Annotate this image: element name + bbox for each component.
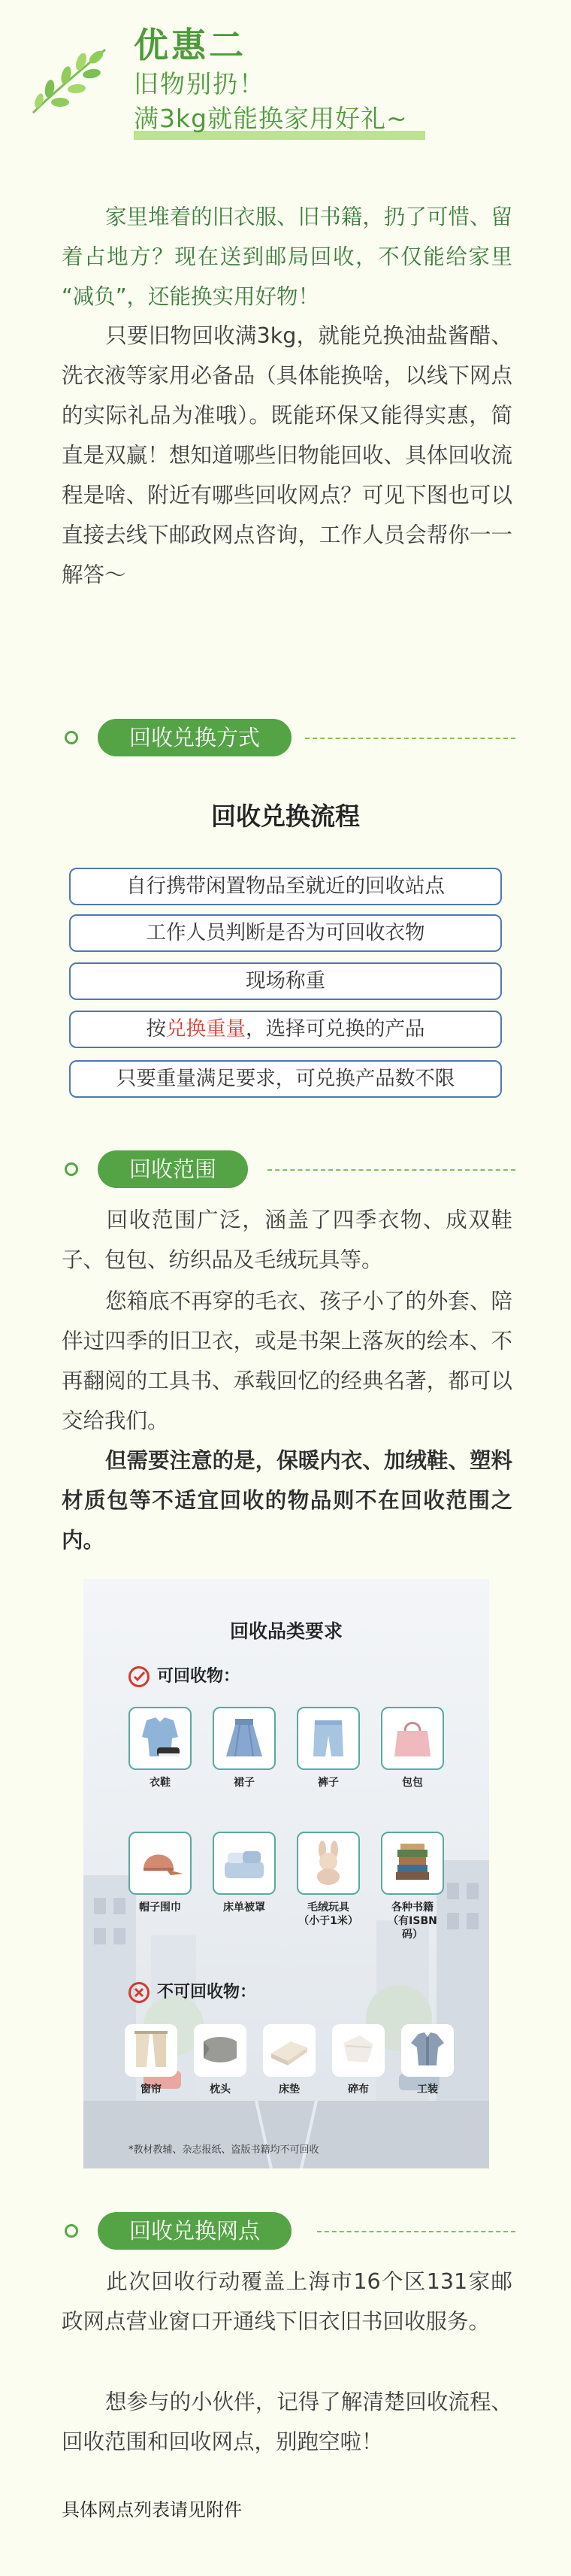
leaf-branch-icon <box>27 44 111 119</box>
non-recyclable-item-workwear <box>396 2024 459 2096</box>
item-label: 枕头 <box>210 2084 231 2096</box>
section-label: 回收兑换网点 <box>98 2212 292 2250</box>
curtain-icon <box>130 2028 172 2070</box>
section-bullet-icon <box>65 2224 78 2238</box>
item-label-note: （小于1米） <box>298 1915 358 1927</box>
section-bullet-icon <box>65 1162 78 1176</box>
mattress-icon <box>268 2028 310 2070</box>
outlets-text-1: 此次回收行动覆盖上海市16个区131家邮政网点营业窗口开通线下旧衣旧书回收服务。 <box>62 2269 512 2334</box>
recyclable-item-hat-scarf <box>128 1832 192 1914</box>
header-title: 优惠二 <box>134 25 246 65</box>
flow-step-4-post: ，选择可兑换的产品 <box>246 1017 425 1041</box>
item-label-text: 毛绒玩具 <box>307 1902 349 1914</box>
intro-lead-text: 家里堆着的旧衣服、旧书籍，扔了可惜、留着占地方？现在送到邮局回收，不仅能给家里 “减负”，还能换实用好物！ <box>62 205 512 309</box>
plush-bunny-icon <box>304 1839 352 1887</box>
check-circle-icon <box>128 1666 150 1687</box>
scope-text-1: 回收范围广泛，涵盖了四季衣物、成双鞋子、包包、纺织品及毛绒玩具等。 <box>62 1208 512 1272</box>
flow-step-4-highlight: 兑换重量 <box>166 1017 246 1041</box>
section-label: 回收范围 <box>98 1150 248 1188</box>
non-recyclable-item-curtain <box>119 2024 183 2096</box>
card-footnote: *教材教辅、杂志报纸、盗版书籍均不可回收 <box>128 2144 319 2156</box>
scope-paragraph-3 <box>62 1441 512 1560</box>
workwear-shirt-icon <box>406 2028 449 2070</box>
recyclable-item-pants <box>297 1707 360 1790</box>
scope-text-3: 但需要注意的是，保暖内衣、加绒鞋、塑料材质包等不适宜回收的物品则不在回收范围之内。 <box>62 1448 512 1553</box>
skirt-icon <box>220 1714 268 1762</box>
flow-step-1: 自行携带闲置物品至就近的回收站点 <box>69 868 502 905</box>
item-label: 裤子 <box>318 1777 339 1789</box>
section-heading-outlets <box>65 2212 515 2250</box>
flow-title: 回收兑换流程 <box>211 802 360 831</box>
cross-circle-icon <box>128 1982 150 2003</box>
scope-paragraph-2 <box>62 1281 512 1441</box>
outlets-paragraph-2 <box>62 2382 512 2462</box>
recyclable-item-bag <box>381 1707 444 1790</box>
cap-icon <box>136 1839 184 1887</box>
card-title: 回收品类要求 <box>229 1620 343 1642</box>
scrap-cloth-icon <box>337 2028 379 2070</box>
section-heading-scope <box>65 1150 515 1188</box>
pants-icon <box>304 1714 352 1762</box>
non-recyclable-heading <box>128 1979 256 2003</box>
recyclable-item-clothes-shoes <box>128 1707 192 1790</box>
item-label: 裙子 <box>234 1777 255 1789</box>
non-recyclable-item-mattress <box>258 2024 321 2096</box>
item-label-note: （有ISBN码） <box>388 1915 437 1941</box>
section-bullet-icon <box>65 731 78 744</box>
recyclable-item-books <box>381 1832 444 1941</box>
section-divider <box>305 738 515 739</box>
flow-step-5: 只要重量满足要求，可兑换产品数不限 <box>69 1060 502 1098</box>
handbag-icon <box>388 1714 437 1762</box>
non-recyclable-item-pillow <box>189 2024 252 2096</box>
item-label: 帽子围巾 <box>139 1902 181 1914</box>
recyclable-item-plush-toy <box>297 1832 360 1928</box>
outlets-paragraph-1 <box>62 2262 512 2341</box>
non-recyclable-label: 不可回收物： <box>157 1983 257 2002</box>
pillow-icon <box>199 2028 241 2070</box>
item-label: 工装 <box>417 2084 438 2096</box>
item-label: 包包 <box>402 1777 423 1789</box>
item-label-text: 各种书籍 <box>391 1902 434 1914</box>
recyclable-item-skirt <box>213 1707 276 1790</box>
intro-body-text: 只要旧物回收满3kg，就能兑换油盐酱醋、洗衣液等家用必备品（具体能换啥，以线下网点的实际礼品为准哦）。既能环保又能得实惠，简直是双赢！想知道哪些旧物能回收、具体回收流程是啥、附近有哪些回收网点？可见下图也可以直接去线下邮政网点咨询，工作人员会帮你一一解答～ <box>62 323 512 587</box>
attachment-note: 具体网点列表请见附件 <box>62 2499 242 2520</box>
flow-step-4-pre: 按 <box>146 1017 166 1041</box>
recyclable-heading <box>128 1663 240 1687</box>
flow-step-3: 现场称重 <box>69 962 502 1000</box>
intro-body-paragraph <box>62 316 512 595</box>
flow-step-4 <box>69 1011 502 1048</box>
scope-text-2: 您箱底不再穿的毛衣、孩子小了的外套、陪伴过四季的旧卫衣，或是书架上落灰的绘本、不再翻阅的工具书、承载回忆的经典名著，都可以交给我们。 <box>62 1289 512 1433</box>
header-subtitle-2: 满3kg就能换家用好礼~ <box>134 104 408 133</box>
outlets-text-2: 想参与的小伙伴，记得了解清楚回收流程、回收范围和回收网点，别跑空啦！ <box>62 2390 512 2454</box>
section-label: 回收兑换方式 <box>98 719 292 756</box>
item-label <box>381 1901 444 1941</box>
jacket-shoe-icon <box>136 1714 184 1762</box>
section-heading-method <box>65 719 515 756</box>
item-label: 窗帘 <box>140 2084 162 2096</box>
item-label <box>297 1901 360 1928</box>
recycling-category-card <box>83 1579 489 2168</box>
item-label: 床垫 <box>279 2084 300 2096</box>
flow-step-2: 工作人员判断是否为可回收衣物 <box>69 914 502 952</box>
header-subtitle-1: 旧物别扔！ <box>134 69 265 98</box>
item-label: 床单被罩 <box>223 1902 265 1914</box>
books-icon <box>388 1839 437 1887</box>
intro-lead-paragraph <box>62 197 512 317</box>
non-recyclable-item-scrap-cloth <box>327 2024 390 2096</box>
recyclable-item-bedding <box>213 1832 276 1914</box>
scope-paragraph-1 <box>62 1200 512 1280</box>
item-label: 衣鞋 <box>150 1777 171 1789</box>
recyclable-label: 可回收物： <box>157 1667 240 1686</box>
item-label: 碎布 <box>348 2084 369 2096</box>
section-divider <box>317 2231 515 2232</box>
section-divider <box>267 1169 515 1171</box>
bedding-icon <box>220 1839 268 1887</box>
